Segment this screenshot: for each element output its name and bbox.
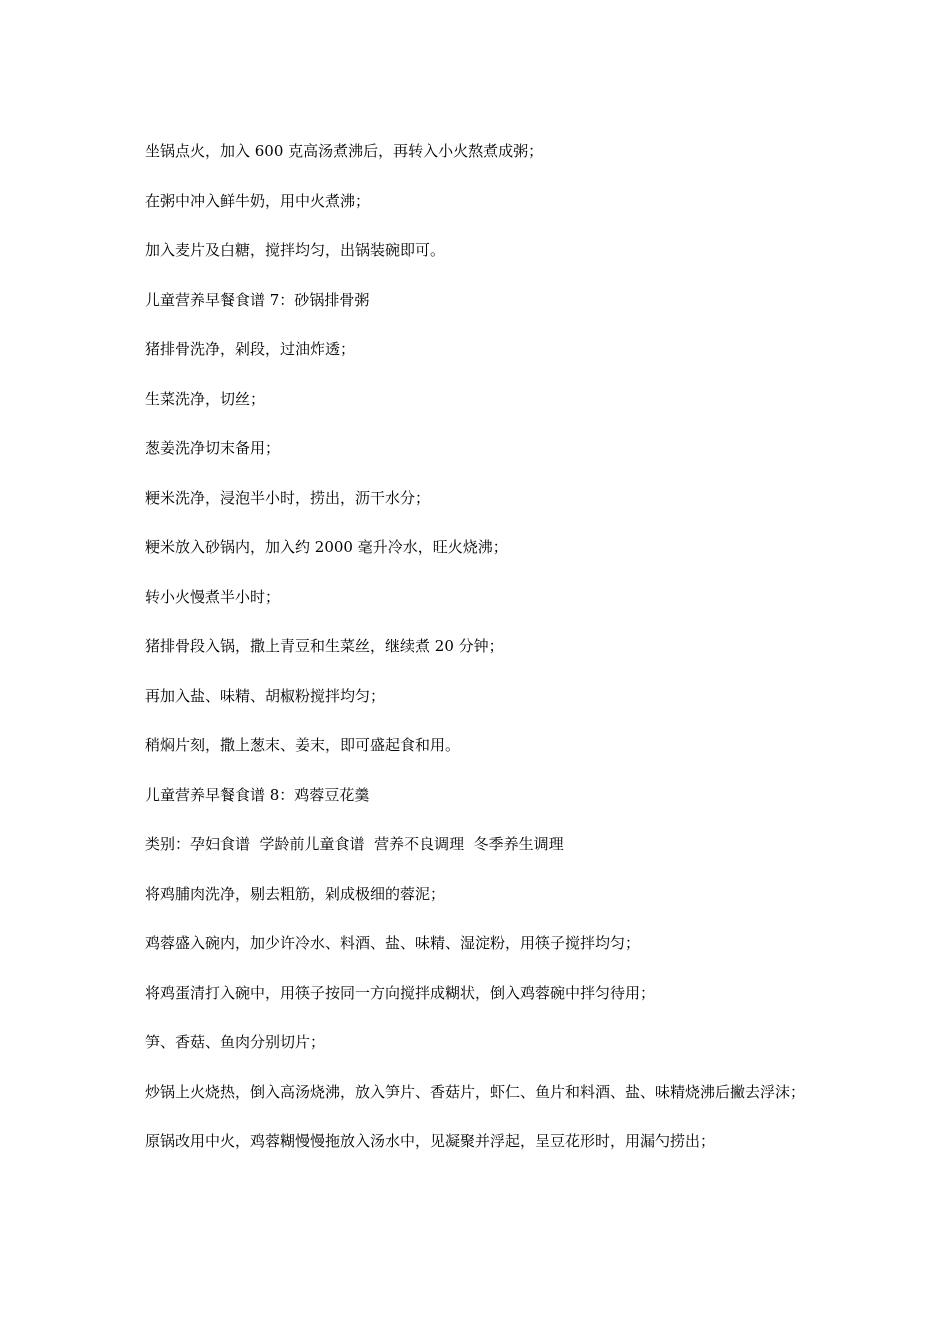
paragraph: 在粥中冲入鲜牛奶，用中火煮沸； xyxy=(145,191,371,210)
paragraph: 笋、香菇、鱼肉分别切片； xyxy=(145,1033,326,1051)
paragraph: 鸡蓉盛入碗内，加少许冷水、料酒、盐、味精、湿淀粉，用筷子搅拌均匀； xyxy=(145,934,641,952)
section-heading: 儿童营养早餐食谱 8：鸡蓉豆花羹 xyxy=(145,785,370,804)
paragraph: 粳米放入砂锅内，加入约 2000 毫升冷水，旺火烧沸； xyxy=(145,538,508,556)
paragraph: 猪排骨段入锅，撒上青豆和生菜丝，继续煮 20 分钟； xyxy=(145,637,504,655)
paragraph: 猪排骨洗净，剁段，过油炸透； xyxy=(145,340,356,358)
category-line: 类别：孕妇食谱 学龄前儿童食谱 营养不良调理 冬季养生调理 xyxy=(145,835,564,853)
paragraph: 生菜洗净，切丝； xyxy=(145,389,266,408)
paragraph: 葱姜洗净切末备用； xyxy=(145,439,281,457)
paragraph: 炒锅上火烧热，倒入高汤烧沸，放入笋片、香菇片，虾仁、鱼片和料酒、盐、味精烧沸后撇去浮沫； xyxy=(145,1082,806,1101)
paragraph: 加入麦片及白糖，搅拌均匀，出锅装碗即可。 xyxy=(145,241,446,259)
paragraph: 稍焖片刻，撒上葱末、姜末，即可盛起食和用。 xyxy=(145,736,461,754)
paragraph: 坐锅点火，加入 600 克高汤煮沸后，再转入小火熬煮成粥； xyxy=(145,142,544,160)
paragraph: 转小火慢煮半小时； xyxy=(145,587,281,606)
paragraph: 再加入盐、味精、胡椒粉搅拌均匀； xyxy=(145,686,386,705)
paragraph: 粳米洗净，浸泡半小时，捞出，沥干水分； xyxy=(145,488,431,507)
section-heading: 儿童营养早餐食谱 7：砂锅排骨粥 xyxy=(145,290,370,309)
paragraph: 原锅改用中火，鸡蓉糊慢慢拖放入汤水中，见凝聚并浮起，呈豆花形时，用漏勺捞出； xyxy=(145,1132,716,1150)
document-body xyxy=(145,139,810,1179)
paragraph: 将鸡脯肉洗净，剔去粗筋，剁成极细的蓉泥； xyxy=(145,884,446,903)
paragraph: 将鸡蛋清打入碗中，用筷子按同一方向搅拌成糊状，倒入鸡蓉碗中拌匀待用； xyxy=(145,983,656,1002)
